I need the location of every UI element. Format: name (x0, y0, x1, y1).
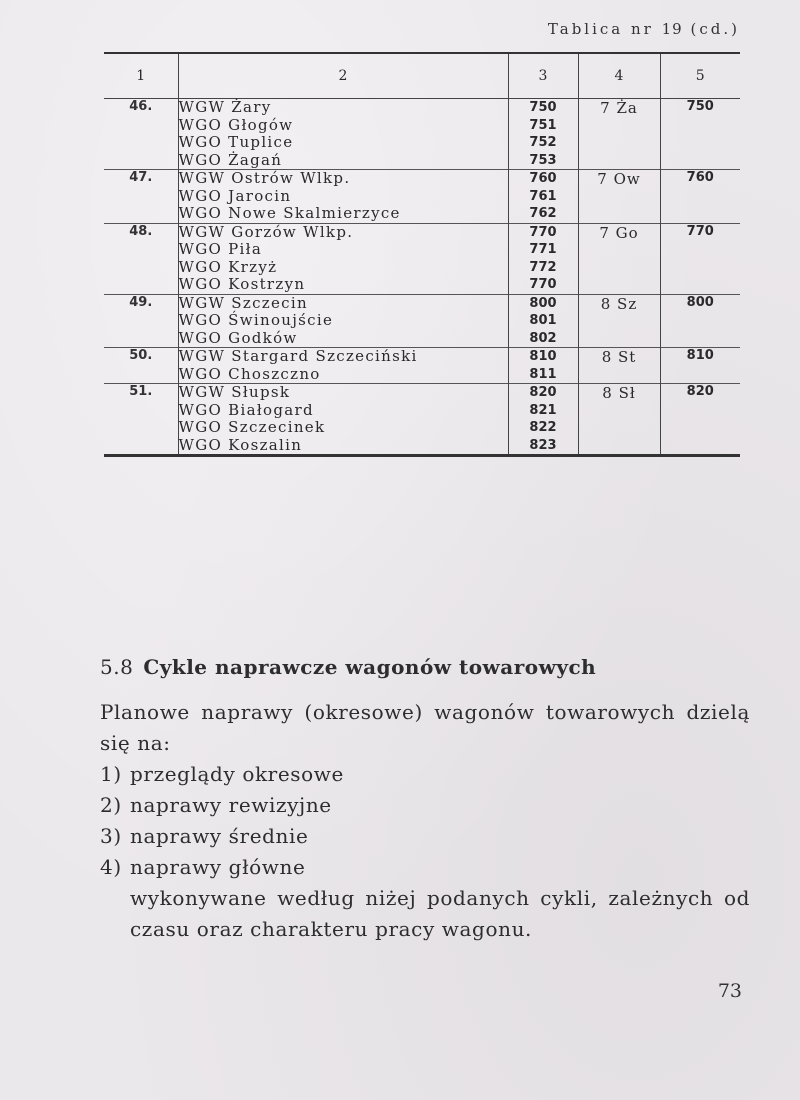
depot-code: 753 (529, 152, 557, 168)
section-5-8 (100, 655, 750, 945)
row-number: 46. (129, 99, 153, 114)
depot-codes-cell (508, 348, 578, 384)
list-item (100, 852, 750, 883)
depot-name: WGW Gorzów Wlkp. (178, 222, 354, 241)
section-intro: Planowe naprawy (okresowe) wagonów towarowych dzielą się na: (100, 700, 750, 755)
repair-types-list (100, 759, 750, 883)
depot-names-cell (178, 384, 508, 456)
table-caption (548, 20, 740, 38)
depot-name: WGO Białogard (178, 400, 314, 419)
depot-name: WGO Koszalin (178, 435, 303, 454)
depot-name: WGO Jarocin (178, 186, 292, 205)
main-depot-code: 810 (660, 348, 740, 384)
depot-name: WGO Tuplice (178, 133, 294, 151)
list-marker: 4) (100, 855, 122, 879)
list-item-text: naprawy główne (130, 855, 306, 879)
table-caption-number: 19 (661, 20, 683, 38)
list-item-text: naprawy rewizyjne (130, 793, 332, 817)
table-row (104, 99, 740, 170)
depot-code: 761 (529, 188, 557, 204)
main-depot-code: 760 (660, 170, 740, 224)
depot-codes-cell (508, 294, 578, 348)
section-continuation: wykonywane według niżej podanych cykli, zależnych od czasu oraz charakteru pracy wagonu. (130, 886, 750, 941)
column-header: 3 (508, 53, 578, 99)
depot-name: WGO Żagań (178, 150, 283, 169)
row-number: 47. (104, 170, 178, 224)
column-header: 1 (104, 53, 178, 99)
depot-code: 800 (529, 295, 557, 311)
depot-name: WGW Słupsk (178, 383, 291, 401)
section-heading (100, 655, 750, 679)
depot-name: WGW Ostrów Wlkp. (178, 169, 351, 187)
row-number: 49. (104, 294, 178, 348)
depot-code: 820 (529, 385, 557, 400)
table-row (104, 223, 740, 294)
region-abbreviation: 8 Sł (578, 384, 660, 456)
table-row (104, 348, 740, 384)
depot-code: 772 (529, 259, 557, 275)
depot-names-cell (178, 348, 508, 384)
depot-code: 802 (529, 330, 557, 346)
depot-code: 751 (529, 117, 557, 133)
depot-name: WGW Żary (178, 98, 272, 116)
region-abbreviation: 8 Sz (578, 294, 660, 348)
depot-code: 770 (529, 277, 557, 292)
list-item (100, 759, 750, 790)
depot-name: WGW Szczecin (178, 293, 308, 312)
depot-codes-cell (508, 223, 578, 294)
column-header: 4 (578, 53, 660, 99)
depot-code: 801 (529, 313, 557, 328)
depot-name: WGO Choszczno (178, 364, 321, 383)
region-abbreviation: 7 Ow (578, 170, 660, 224)
depot-names-cell (178, 223, 508, 294)
table-caption-label: Tablica nr (547, 20, 654, 38)
row-number: 51. (104, 384, 178, 456)
region-abbreviation: 7 Go (578, 223, 660, 294)
depot-code: 770 (529, 224, 557, 240)
list-marker: 1) (100, 762, 122, 786)
depot-name: WGO Głogów (178, 115, 294, 134)
row-number: 48. (104, 223, 178, 294)
depot-name: WGO Kostrzyn (178, 275, 306, 293)
section-number: 5.8 (100, 655, 134, 679)
depot-code: 760 (529, 171, 557, 186)
page-number: 73 (717, 980, 742, 1002)
list-item (100, 790, 750, 821)
depot-name: WGW Stargard Szczeciński (178, 347, 418, 365)
list-item-text: naprawy średnie (130, 824, 309, 848)
row-number: 50. (104, 348, 178, 384)
depot-code: 762 (529, 206, 557, 221)
depot-code: 810 (529, 349, 557, 364)
depot-code: 823 (529, 437, 557, 453)
list-item-text: przeglądy okresowe (130, 762, 344, 786)
depot-code: 750 (529, 100, 557, 115)
depot-name: WGO Krzyż (178, 257, 278, 276)
depot-codes-cell (508, 99, 578, 170)
depot-code: 771 (529, 242, 557, 257)
main-depot-code: 750 (660, 99, 740, 170)
list-marker: 2) (100, 793, 122, 817)
table-row (104, 294, 740, 348)
main-depot-code: 820 (660, 384, 740, 456)
depot-name: WGO Piła (178, 240, 263, 258)
table-row (104, 170, 740, 224)
depot-name: WGO Godków (178, 328, 298, 347)
depot-name: WGO Świnoujście (178, 311, 334, 329)
depot-names-cell (178, 294, 508, 348)
depot-code: 822 (529, 420, 557, 435)
depot-code: 752 (529, 135, 557, 150)
column-header: 5 (660, 53, 740, 99)
depot-name: WGO Szczecinek (178, 418, 326, 436)
section-title: Cykle naprawcze wagonów towarowych (143, 655, 597, 679)
table-header-row (104, 53, 740, 99)
list-marker: 3) (100, 824, 122, 848)
table-body (104, 99, 740, 456)
main-depot-code: 770 (660, 223, 740, 294)
depot-codes-cell (508, 170, 578, 224)
depot-names-cell (178, 170, 508, 224)
region-abbreviation: 7 Ża (578, 99, 660, 170)
table-row (104, 384, 740, 456)
region-abbreviation: 8 St (578, 348, 660, 384)
depot-names-cell (178, 99, 508, 170)
depot-code: 821 (529, 402, 557, 418)
list-item (100, 821, 750, 852)
column-header: 2 (178, 53, 508, 99)
depot-name: WGO Nowe Skalmierzyce (178, 204, 401, 222)
main-depot-code: 800 (660, 294, 740, 348)
table-caption-suffix: (cd.) (690, 20, 740, 38)
depot-codes-cell (508, 384, 578, 456)
depot-table (104, 52, 740, 457)
depot-code: 811 (529, 366, 557, 382)
